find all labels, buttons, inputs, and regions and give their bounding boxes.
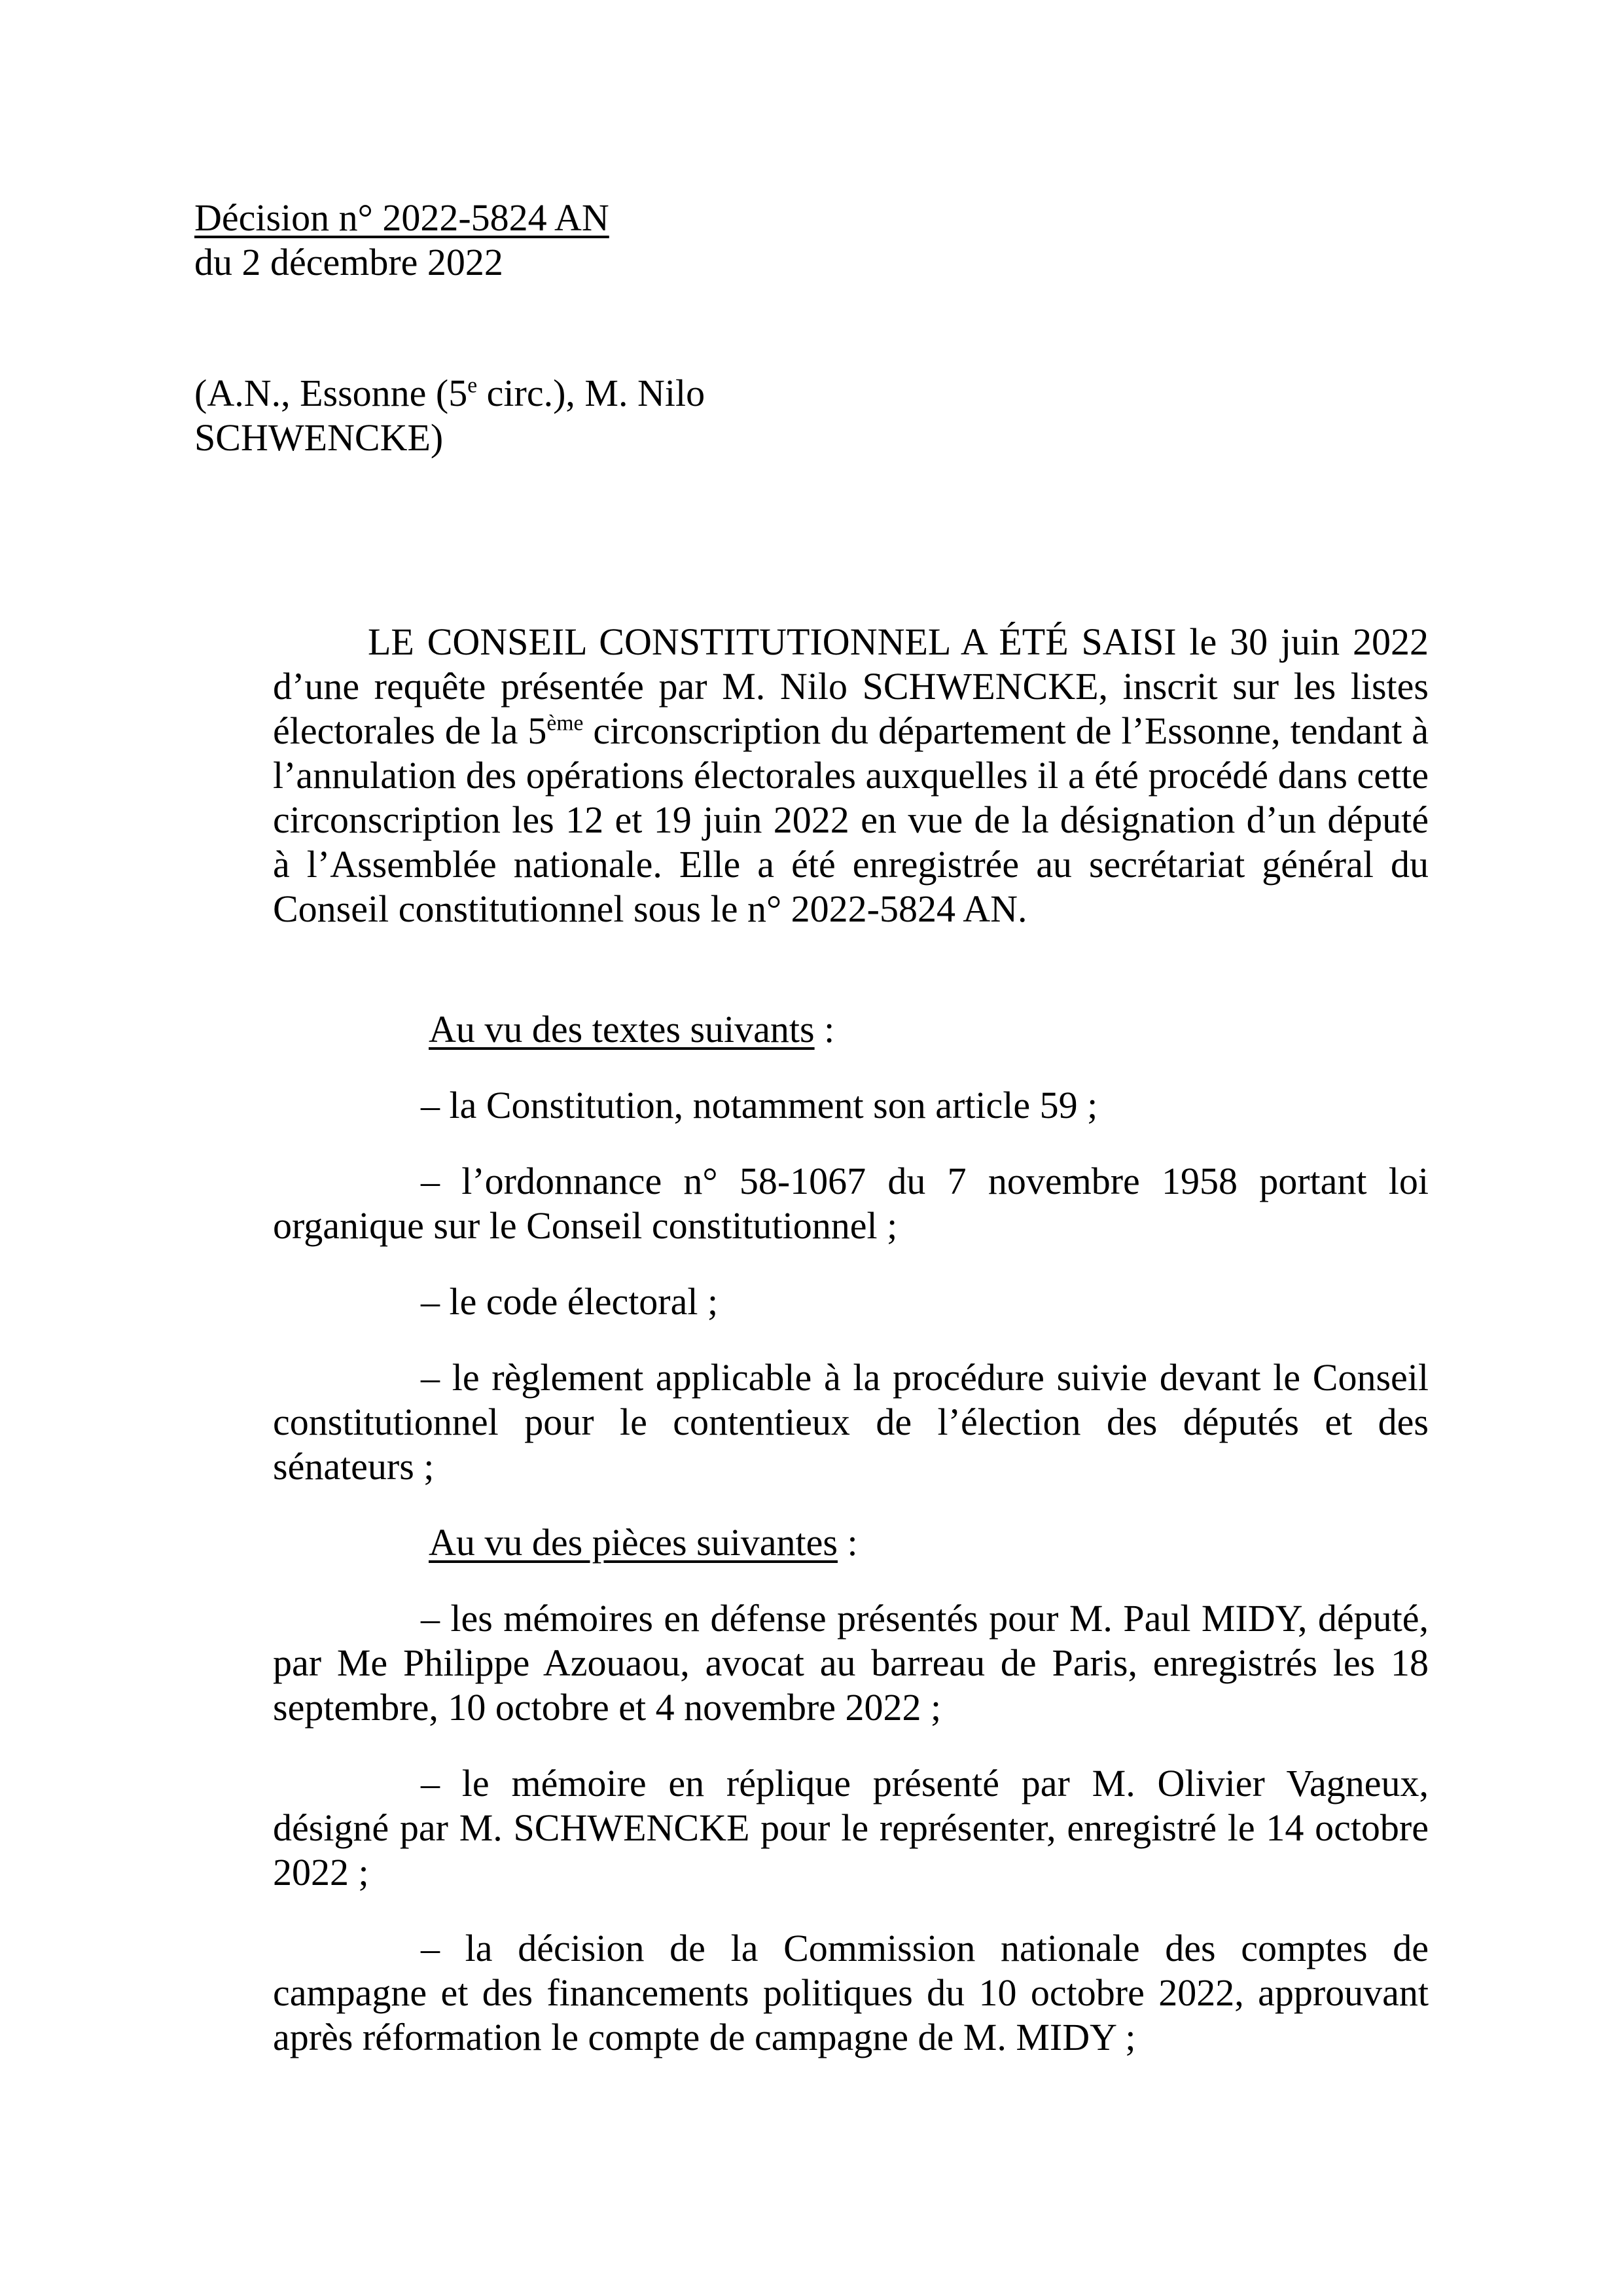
visa-item — [273, 1355, 1429, 1489]
text-run: (A.N., Essonne (5 — [194, 372, 468, 414]
visa-item — [273, 1926, 1429, 2060]
text-run: – le règlement applicable à la procédure suivie devant le Conseil constitutionnel pour le contentieux de l’élection des députés et des sénateurs ; — [273, 1356, 1429, 1488]
decision-number — [194, 196, 914, 240]
body-paragraph — [273, 620, 1429, 931]
superscript-text: e — [467, 373, 478, 398]
visa-heading — [273, 1520, 1429, 1565]
case-reference — [194, 371, 914, 460]
text-run: : — [814, 1008, 835, 1050]
visa-item — [273, 1083, 1429, 1128]
visa-item — [273, 1280, 1429, 1324]
visa-heading — [273, 1007, 1429, 1052]
text-run: – la décision de la Commission nationale des comptes de campagne et des financements politiques du 10 octobre 2022, approuvant après réformation le compte de campagne de M. MIDY ; — [273, 1927, 1429, 2058]
visa-item — [273, 1159, 1429, 1248]
text-run: – l’ordonnance n° 58-1067 du 7 novembre 1958 portant loi organique sur le Conseil constitutionnel ; — [273, 1160, 1429, 1247]
text-run: – les mémoires en défense présentés pour M. Paul MIDY, député, par Me Philippe Azouaou, avocat au barreau de Paris, enregistrés les 18 septembre, 10 octobre et 4 novembre 2022 ; — [273, 1597, 1429, 1729]
document-header — [194, 196, 914, 460]
text-run: : — [837, 1521, 858, 1564]
visa-item — [273, 1596, 1429, 1730]
document-body — [273, 620, 1429, 2060]
text-run: – le mémoire en réplique présenté par M. Olivier Vagneux, désigné par M. SCHWENCKE pour le représenter, enregistré le 14 octobre 2022 ; — [273, 1762, 1429, 1893]
decision-date: du 2 décembre 2022 — [194, 241, 503, 283]
text-run: – le code électoral ; — [421, 1280, 719, 1323]
text-run: – la Constitution, notamment son article 59 ; — [421, 1084, 1098, 1126]
superscript-text: ème — [546, 711, 584, 736]
decision-number-text: Décision n° 2022-5824 AN — [194, 196, 609, 239]
text-run: SCHWENCKE) — [194, 416, 444, 459]
text-run: circonscription du département de l’Essonne, tendant à l’annulation des opérations électorales auxquelles il a été procédé dans cette circonscription les 12 et 19 juin 2022 en vue de la désignation d’un député à l’Assemblée nationale. Elle a été enregistrée au secrétariat général du Conseil constitutionnel sous le n° 2022-5824 AN. — [273, 709, 1429, 930]
underlined-text: Au vu des textes suivants — [429, 1008, 815, 1050]
text-run: LE CONSEIL CONSTITUTIONNEL A ÉTÉ SAISI le 30 juin 2022 d’une requête présentée par M. Nilo SCHWENCKE, inscrit sur les listes électorales de la 5 — [273, 620, 1429, 752]
underlined-text: Au vu des pièces suivantes — [429, 1521, 838, 1564]
text-run: circ.), M. Nilo — [477, 372, 705, 414]
visa-item — [273, 1761, 1429, 1895]
